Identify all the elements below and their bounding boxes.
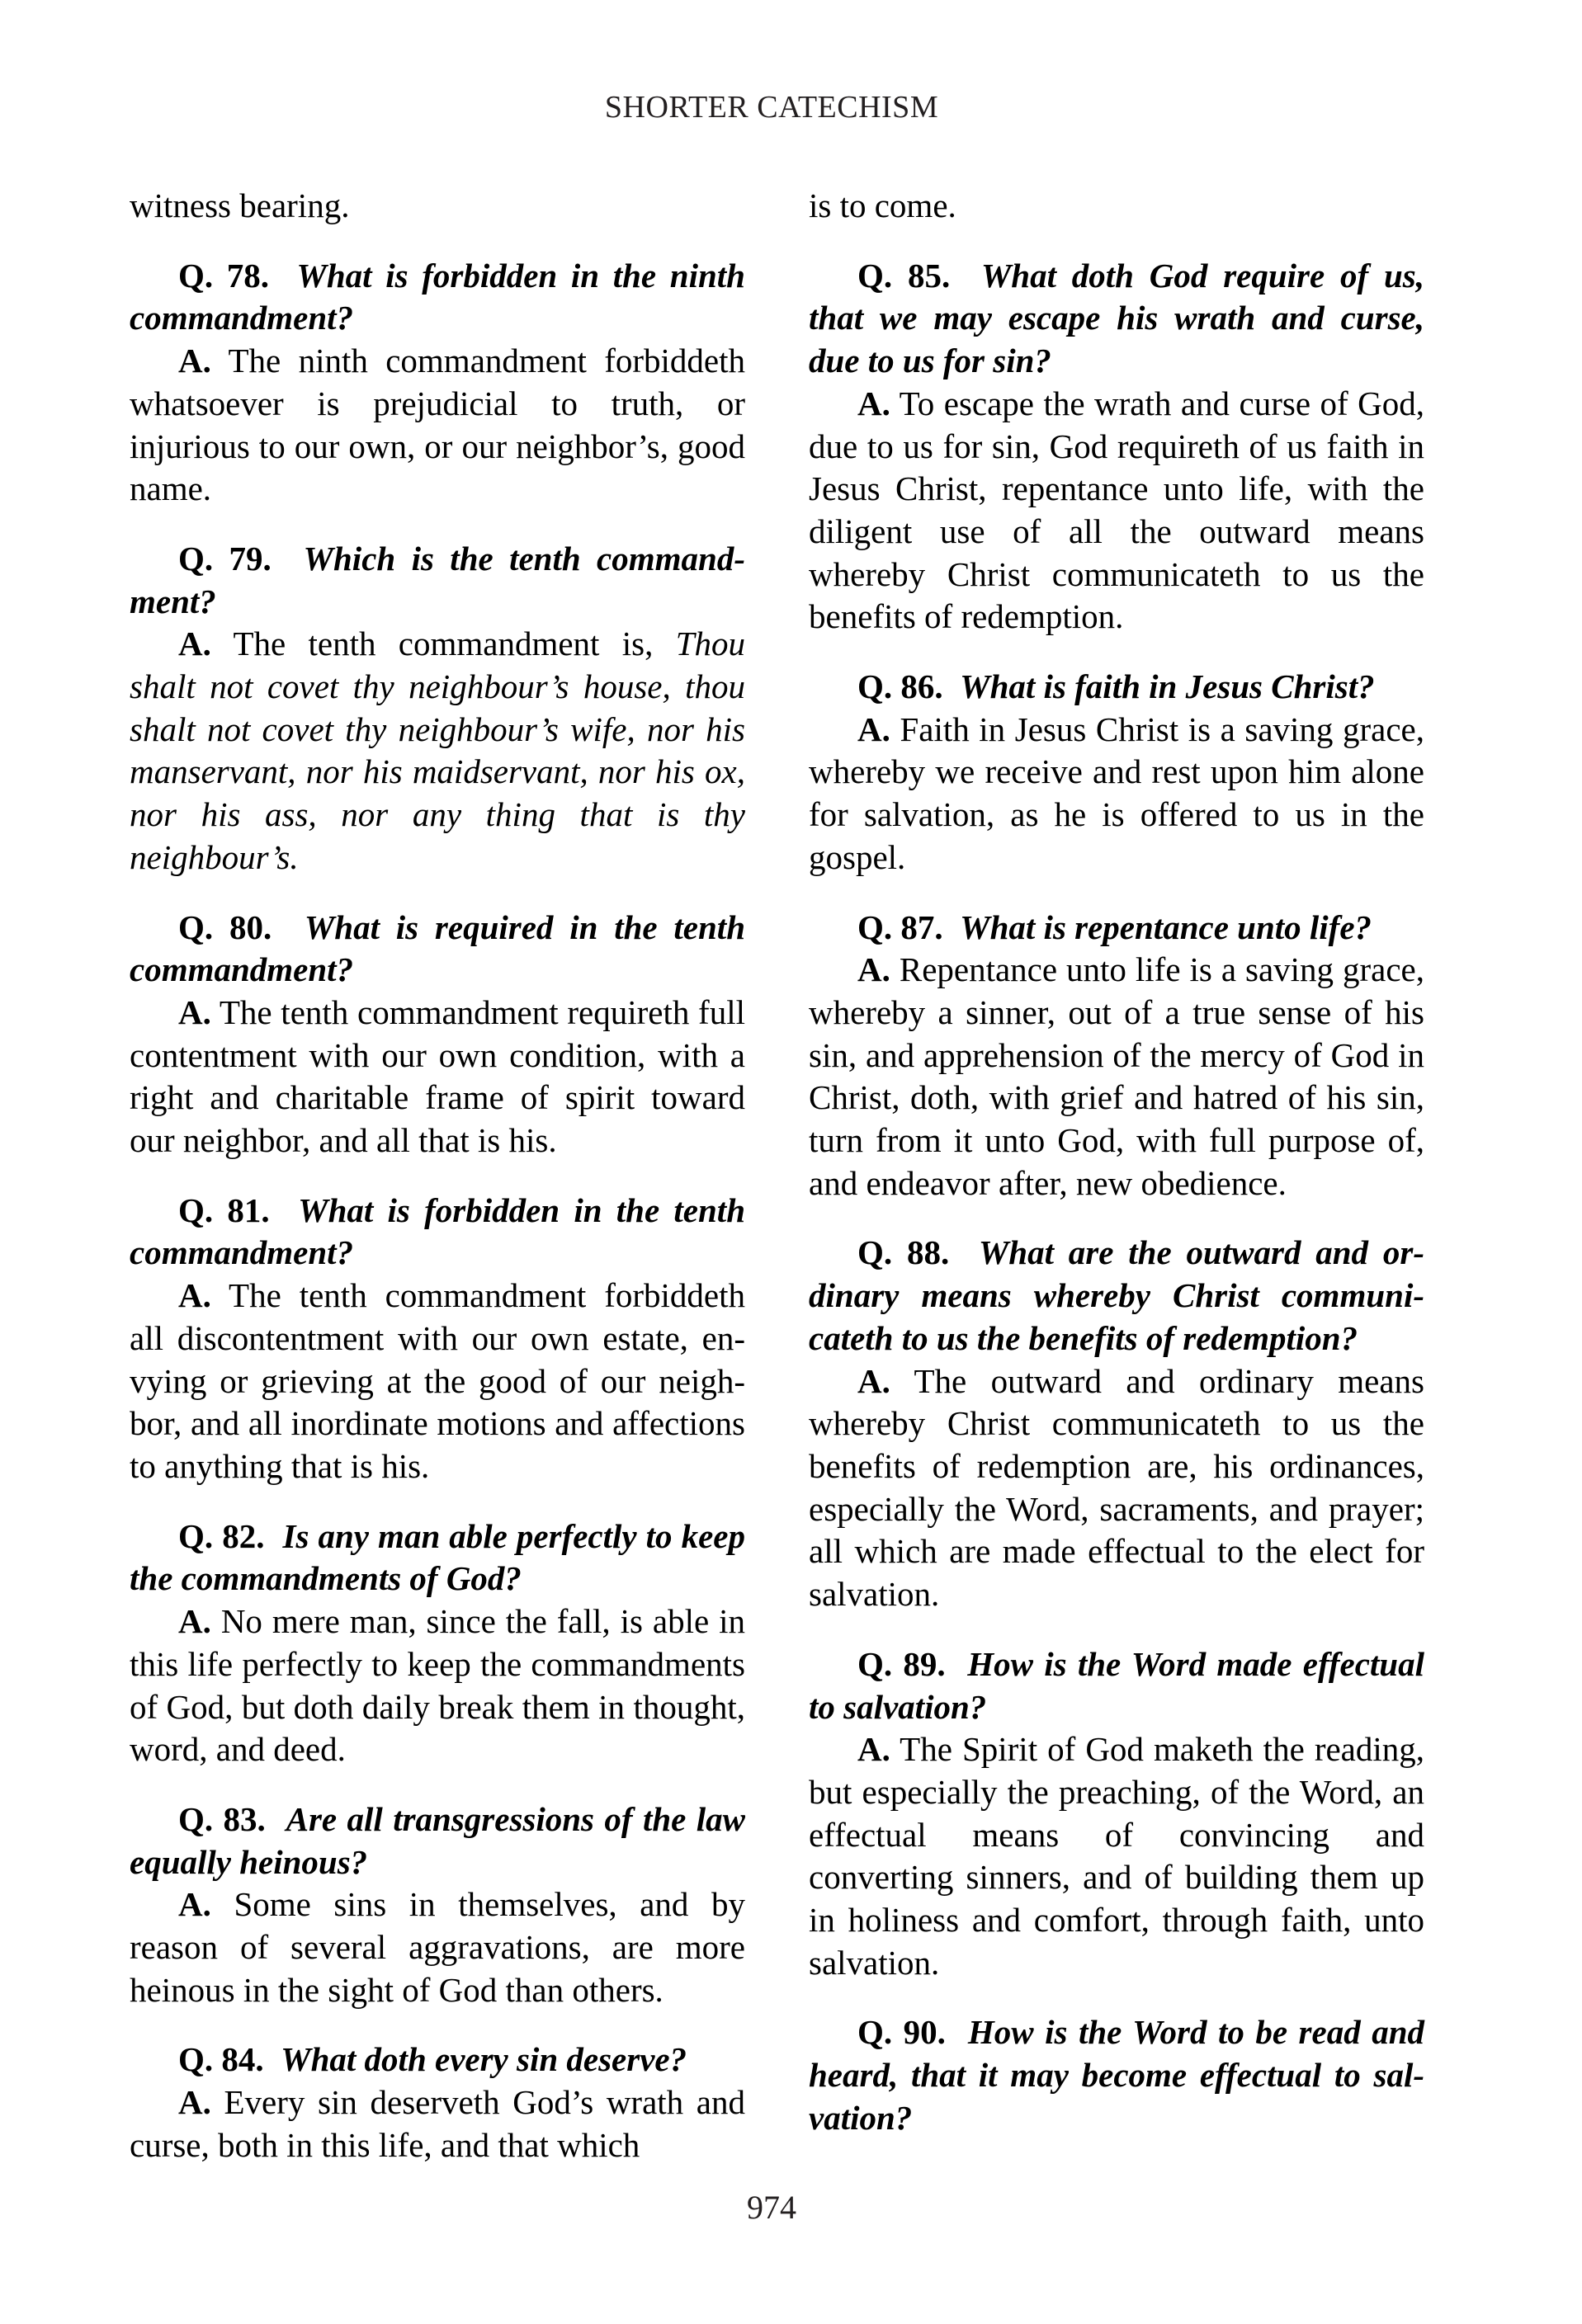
question <box>130 1516 745 1600</box>
question-text: How is the Word to be read and heard, that it may become effectual to salvation? <box>809 2013 1424 2137</box>
answer-text: The tenth commandment is, <box>233 625 676 663</box>
question <box>130 1190 745 1275</box>
question-number: Q. 88. <box>857 1233 950 1272</box>
question-text: What is repentance unto life? <box>960 907 1372 946</box>
answer-label: A. <box>178 625 211 663</box>
question <box>809 1232 1424 1360</box>
left-column <box>130 185 745 2167</box>
answer-text: Repentance unto life is a saving grace, whereby a sinner, out of a true sense of his sin, and apprehension of the mercy of God in Christ, doth, with grief and hatred of his sin, turn from it unto God, with full purpose of, and endeavor after, new obedience. <box>809 950 1425 1202</box>
answer-label: A. <box>178 1885 211 1924</box>
answer-text: The ninth commandment forbiddeth whatsoever is prejudicial to truth, or injurious to our own, or our neighbor’s, good name. <box>130 342 746 508</box>
question <box>130 1798 745 1883</box>
question-text: How is the Word made effectual to salvation? <box>809 1644 1425 1726</box>
qa-item <box>130 2039 745 2166</box>
answer-text: The tenth commandment requireth full contentment with our own condition, with a right and charitable frame of spirit toward our neighbor, and all that is his. <box>130 992 745 1160</box>
answer <box>130 623 745 879</box>
qa-item <box>130 1516 745 1771</box>
question-text: What doth every sin deserve? <box>281 2040 687 2079</box>
qa-item <box>809 2011 1424 2139</box>
answer <box>809 1728 1424 1984</box>
answer-text: No mere man, since the fall, is able in this life perfectly to keep the commandments of God, but doth daily break them in thought, word, and deed. <box>130 1602 745 1769</box>
question-number: Q. 82. <box>178 1516 265 1555</box>
continuation-text: witness bearing. <box>130 186 350 224</box>
answer-text: To escape the wrath and curse of God, due to us for sin, God requireth of us faith in Jesus Christ, repentance unto life, with the diligent use of all the outward means whereby Christ communicateth to us the benefits of redemption. <box>809 384 1424 636</box>
right-column <box>809 185 1424 2140</box>
answer <box>809 949 1424 1204</box>
answer-text: The tenth commandment forbiddeth all discontentment with our own estate, envying or grieving at the good of our neighbor, and all inordinate motions and affections to anything that is his. <box>130 1276 745 1485</box>
question-text: Is any man able perfectly to keep the commandments of God? <box>130 1516 745 1598</box>
answer-italic-text: Thou shalt not covet thy neighbour’s house, thou shalt not covet thy neighbour’s wife, nor his manservant, nor his maidservant, nor his ox, nor his ass, nor any thing that is thy neighbour’s. <box>130 625 745 876</box>
question-text: What are the outward and ordinary means whereby Christ communicateth to us the benefits of redemption? <box>809 1233 1424 1357</box>
answer <box>130 1275 745 1488</box>
answer <box>130 1883 745 2011</box>
question-number: Q. 79. <box>178 539 272 577</box>
continuation-text: is to come. <box>809 186 956 224</box>
answer-text: Some sins in themselves, and by reason of several aggravations, are more heinous in the sight of God than others. <box>130 1885 745 2009</box>
question-number: Q. 87. <box>857 907 943 946</box>
qa-item <box>809 255 1424 639</box>
answer-text: The outward and ordinary means whereby Christ communicateth to us the benefits of redemption are, his ordinances, especially the Word, sacraments, and prayer; all which are made effectual to the elect for salvation. <box>809 1361 1424 1614</box>
qa-item <box>809 666 1424 879</box>
question-text: What doth God require of us, that we may escape his wrath and curse, due to us for sin? <box>809 256 1424 380</box>
question <box>130 538 745 623</box>
qa-item <box>130 1190 745 1488</box>
answer-label: A. <box>178 2083 211 2122</box>
answer-label: A. <box>857 384 890 422</box>
answer <box>130 340 745 511</box>
answer-label: A. <box>857 1730 890 1769</box>
answer-label: A. <box>178 1276 211 1315</box>
question-number: Q. 78. <box>178 256 270 295</box>
question <box>809 255 1424 383</box>
page-number: 974 <box>747 2189 796 2226</box>
qa-item <box>130 907 745 1162</box>
running-header: SHORTER CATECHISM <box>604 90 939 125</box>
answer-text: Every sin deserveth God’s wrath and curse, both in this life, and that which <box>130 2083 746 2164</box>
answer-label: A. <box>178 1602 211 1641</box>
answer-label: A. <box>857 950 890 989</box>
question-text: Which is the tenth commandment? <box>130 539 745 620</box>
question <box>809 1643 1424 1728</box>
answer <box>130 2081 745 2166</box>
question-number: Q. 86. <box>857 667 943 706</box>
question <box>809 2011 1424 2139</box>
answer <box>809 383 1424 639</box>
question-number: Q. 90. <box>857 2013 946 2052</box>
question-text: Are all transgressions of the law equally heinous? <box>130 1799 745 1881</box>
question <box>130 2039 745 2081</box>
question <box>130 255 745 340</box>
question-number: Q. 89. <box>857 1644 946 1683</box>
answer-label: A. <box>178 342 211 380</box>
question <box>809 666 1424 709</box>
question-number: Q. 81. <box>178 1190 270 1229</box>
question <box>130 907 745 992</box>
answer-label: A. <box>178 992 211 1031</box>
answer <box>130 992 745 1162</box>
answer <box>809 709 1424 879</box>
question-text: What is forbidden in the tenth commandment? <box>130 1190 745 1272</box>
question-number: Q. 84. <box>178 2040 264 2079</box>
question-text: What is faith in Jesus Christ? <box>960 667 1375 706</box>
question-number: Q. 80. <box>178 907 272 946</box>
question-text: What is forbidden in the ninth commandment? <box>130 256 745 337</box>
qa-item <box>130 255 745 511</box>
question-text: What is required in the tenth commandment? <box>130 907 745 989</box>
qa-item <box>130 1798 745 2012</box>
answer-label: A. <box>857 709 890 748</box>
qa-item <box>130 538 745 879</box>
question-number: Q. 85. <box>857 256 951 295</box>
answer <box>130 1600 745 1771</box>
qa-item <box>809 907 1424 1205</box>
answer-text: The Spirit of God maketh the reading, but especially the preaching, of the Word, an effectual means of convincing and converting sinners, and of building them up in holiness and comfort, through faith, unto salvation. <box>809 1730 1425 1982</box>
answer-text: Faith in Jesus Christ is a saving grace, whereby we receive and rest upon him alone for salvation, as he is offered to us in the gospel. <box>809 709 1425 876</box>
qa-item <box>809 1232 1424 1615</box>
question <box>809 907 1424 950</box>
answer <box>809 1360 1424 1616</box>
answer-label: A. <box>857 1361 890 1400</box>
question-number: Q. 83. <box>178 1799 266 1838</box>
qa-item <box>809 1643 1424 1985</box>
